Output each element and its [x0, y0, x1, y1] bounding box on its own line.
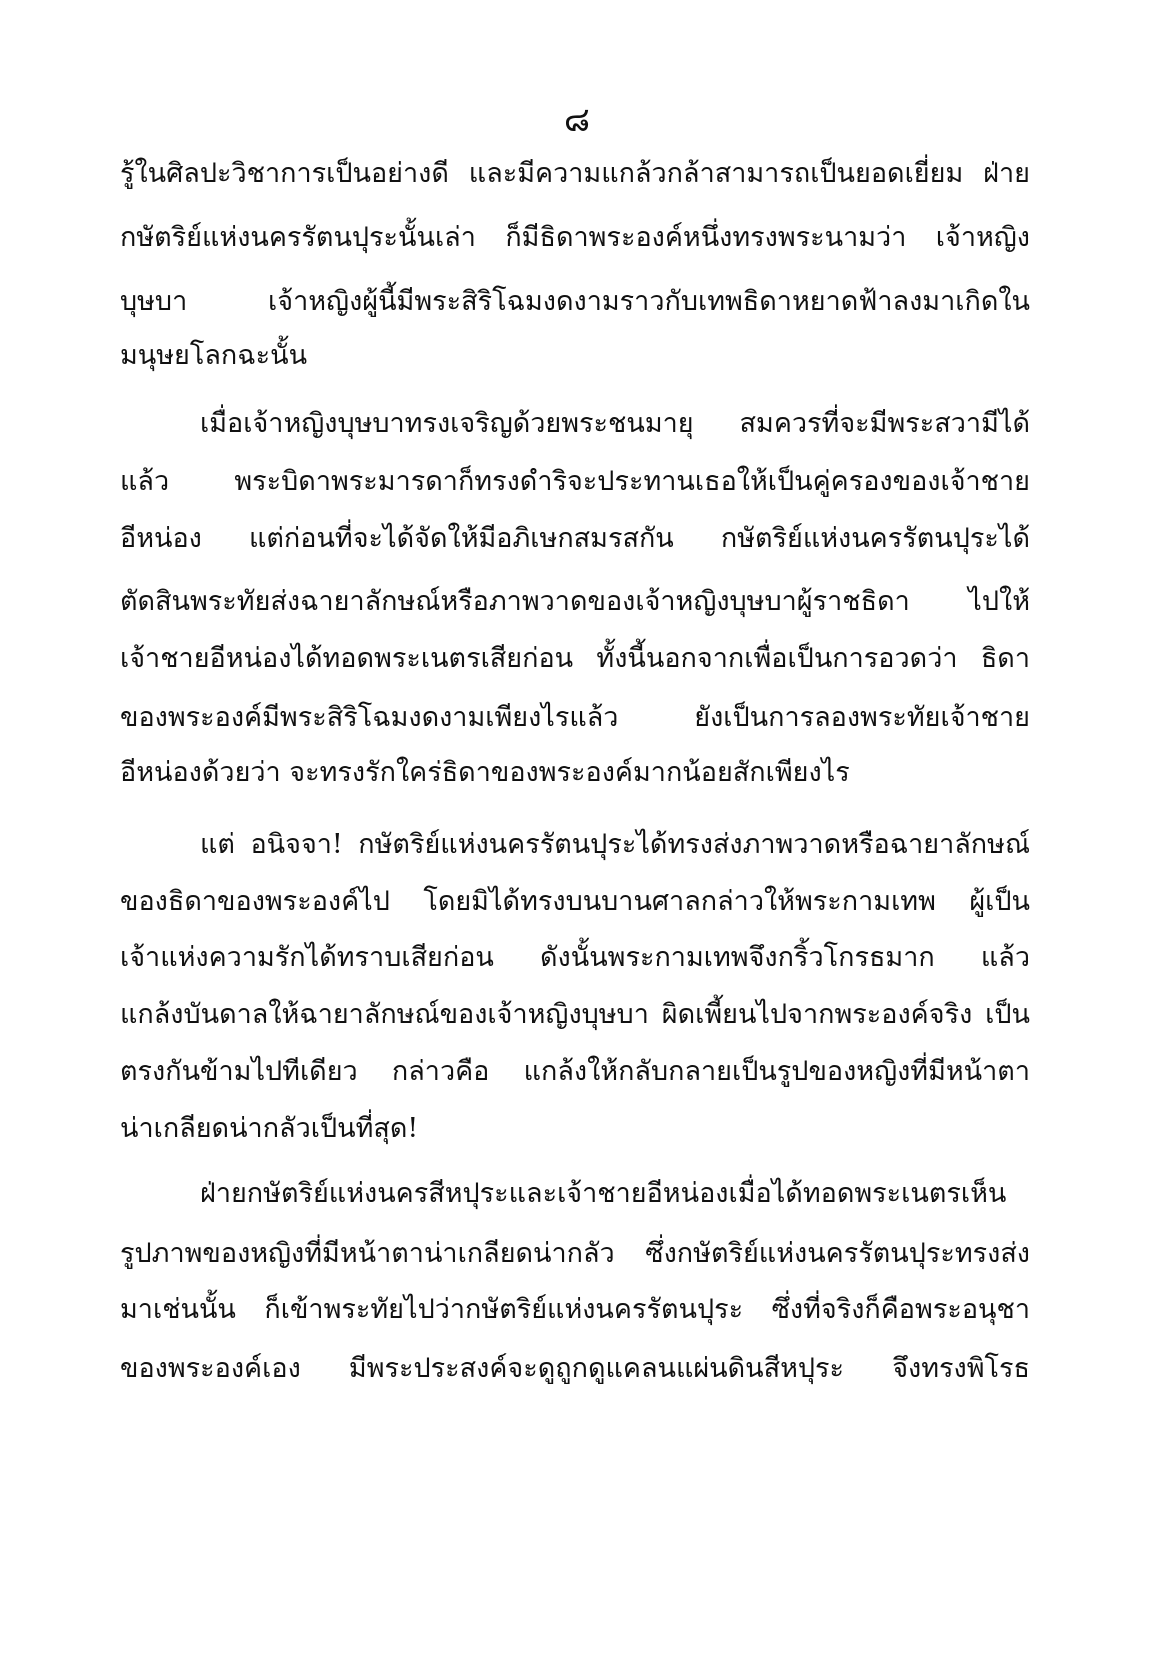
text-line-5: เมื่อเจ้าหญิงบุษบาทรงเจริญด้วยพระชนมายุ สมควรที่จะมีพระสวามีได้	[200, 408, 1030, 439]
text-line-11: อีหน่องด้วยว่า จะทรงรักใคร่ธิดาของพระองค์มากน้อยสักเพียงไร	[120, 757, 850, 788]
text-line-3: บุษบา เจ้าหญิงผู้นี้มีพระสิริโฉมงดงามราวกับเทพธิดาหยาดฟ้าลงมาเกิดใน	[120, 286, 1030, 317]
text-line-19: รูปภาพของหญิงที่มีหน้าตาน่าเกลียดน่ากลัว ซึ่งกษัตริย์แห่งนครรัตนปุระทรงส่ง	[120, 1238, 1030, 1269]
text-line-10: ของพระองค์มีพระสิริโฉมงดงามเพียงไรแล้ว ยังเป็นการลองพระทัยเจ้าชาย	[120, 702, 1030, 733]
text-line-1: รู้ในศิลปะวิชาการเป็นอย่างดี และมีความแกล้วกล้าสามารถเป็นยอดเยี่ยม ฝ่าย	[120, 158, 1030, 189]
text-line-13: ของธิดาของพระองค์ไป โดยมิได้ทรงบนบานศาลกล่าวให้พระกามเทพ ผู้เป็น	[120, 886, 1030, 917]
text-line-18: ฝ่ายกษัตริย์แห่งนครสีหปุระและเจ้าชายอีหน่องเมื่อได้ทอดพระเนตรเห็น	[200, 1178, 1007, 1209]
text-line-9: เจ้าชายอีหน่องได้ทอดพระเนตรเสียก่อน ทั้งนี้นอกจากเพื่อเป็นการอวดว่า ธิดา	[120, 643, 1030, 674]
text-line-20: มาเช่นนั้น ก็เข้าพระทัยไปว่ากษัตริย์แห่งนครรัตนปุระ ซึ่งที่จริงก็คือพระอนุชา	[120, 1294, 1030, 1325]
text-line-17: น่าเกลียดน่ากลัวเป็นที่สุด!	[120, 1113, 419, 1144]
text-line-2: กษัตริย์แห่งนครรัตนปุระนั้นเล่า ก็มีธิดาพระองค์หนึ่งทรงพระนามว่า เจ้าหญิง	[120, 222, 1030, 253]
text-line-12: แต่ อนิจจา! กษัตริย์แห่งนครรัตนปุระได้ทรงส่งภาพวาดหรือฉายาลักษณ์	[200, 829, 1030, 860]
text-line-21: ของพระองค์เอง มีพระประสงค์จะดูถูกดูแคลนแผ่นดินสีหปุระ จึงทรงพิโรธ	[120, 1353, 1030, 1384]
text-line-4: มนุษยโลกฉะนั้น	[120, 340, 308, 371]
text-line-15: แกล้งบันดาลให้ฉายาลักษณ์ของเจ้าหญิงบุษบา ผิดเพี้ยนไปจากพระองค์จริง เป็น	[120, 999, 1030, 1030]
text-line-7: อีหน่อง แต่ก่อนที่จะได้จัดให้มีอภิเษกสมรสกัน กษัตริย์แห่งนครรัตนปุระได้	[120, 523, 1030, 554]
text-line-16: ตรงกันข้ามไปทีเดียว กล่าวคือ แกล้งให้กลับกลายเป็นรูปของหญิงที่มีหน้าตา	[120, 1056, 1030, 1087]
text-line-6: แล้ว พระบิดาพระมารดาก็ทรงดำริจะประทานเธอให้เป็นคู่ครองของเจ้าชาย	[120, 466, 1030, 497]
text-line-14: เจ้าแห่งความรักได้ทราบเสียก่อน ดังนั้นพระกามเทพจึงกริ้วโกรธมาก แล้ว	[120, 942, 1030, 973]
page-number: ๘	[563, 100, 591, 140]
text-line-8: ตัดสินพระทัยส่งฉายาลักษณ์หรือภาพวาดของเจ้าหญิงบุษบาผู้ราชธิดา ไปให้	[120, 586, 1030, 617]
